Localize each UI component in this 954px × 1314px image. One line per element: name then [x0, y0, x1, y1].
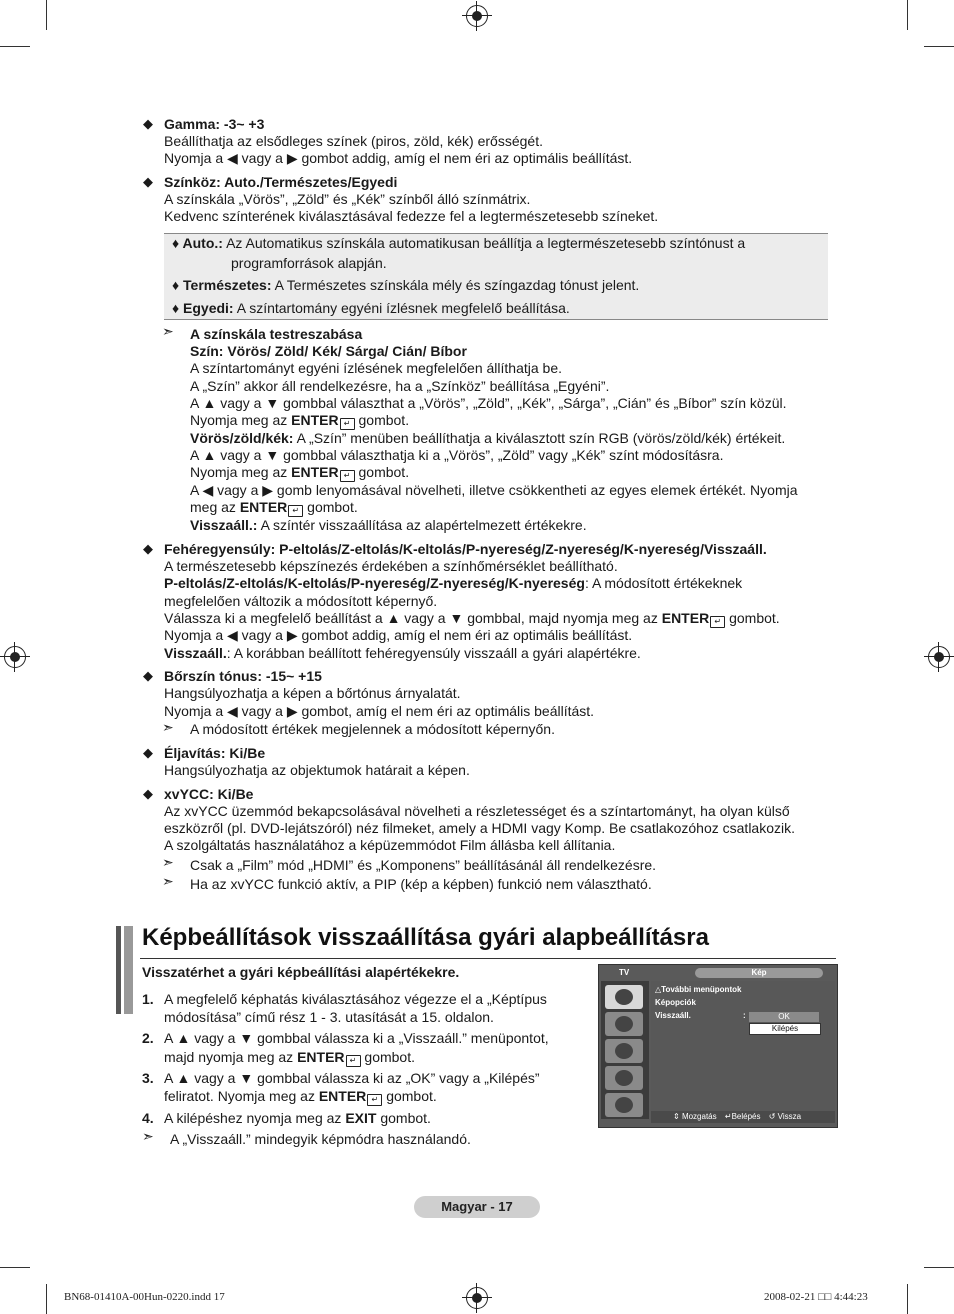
custom-text: A „Szín” akkor áll rendelkezésre, ha a „Színköz” beállítása „Egyéni”. [190, 378, 610, 394]
print-date: 2008-02-21 □□ 4:44:23 [764, 1291, 868, 1303]
diamond-bullet-icon: ◆ [143, 668, 153, 683]
nav-move: Mozgatás [681, 1112, 717, 1121]
enter-icon: ↵ [288, 505, 303, 517]
note-arrow-icon: ➣ [162, 854, 174, 870]
section-title: Képbeállítások visszaállítása gyári alapbeállításra [142, 924, 709, 951]
menu-item: Képopciók [655, 998, 696, 1007]
channel-icon [605, 1039, 643, 1063]
skin-note: A módosított értékek megjelennek a módosított képernyőn. [190, 721, 555, 737]
edge-heading: Éljavítás: Ki/Be [164, 745, 266, 761]
custom-text: A színtartományt egyéni ízlésének megfelelően állíthatja be. [190, 360, 562, 376]
egyedi-option: ♦ Egyedi: A színtartomány egyéni ízlésnek megfelelő beállítása. [172, 300, 570, 316]
edge-text: Hangsúlyozhatja az objektumok határait a képen. [164, 762, 470, 778]
file-name: BN68-01410A-00Hun-0220.indd 17 [64, 1291, 225, 1303]
section-bar [116, 926, 121, 1014]
step-number: 1. [142, 991, 154, 1007]
custom-text: A ▲ vagy a ▼ gombbal választhat a „Vörös”, „Zöld”, „Kék”, „Sárga”, „Cián” és „Bíbor” szín közül. [190, 395, 787, 411]
white-text: megfelelően változik a módosított képernyő. [164, 593, 438, 609]
szinkoz-text: A színskála „Vörös”, „Zöld” és „Kék” színből álló színmátrix. [164, 191, 531, 207]
custom-subheading: Szín: Vörös/ Zöld/ Kék/ Sárga/ Cián/ Bíbor [190, 343, 467, 359]
registration-mark-icon [466, 1287, 488, 1309]
section-bar [124, 926, 133, 1014]
tv-menu-screenshot [598, 964, 838, 1128]
termeszetes-option: ♦ Természetes: A Természetes színskála mély és színgazdag tónust jelent. [172, 277, 640, 293]
input-icon [605, 1093, 643, 1117]
registration-mark-icon [466, 5, 488, 27]
step-text: A ▲ vagy a ▼ gombbal válassza ki a „Visszaáll.” menüpontot, [164, 1030, 549, 1046]
reset-intro: Visszatérhet a gyári képbeállítási alapértékekre. [142, 964, 460, 980]
custom-heading: A színskála testreszabása [190, 326, 363, 342]
diamond-bullet-icon: ◆ [143, 541, 153, 556]
xvycc-text: eszközről (pl. DVD-lejátszóról) néz filmeket, amely a HDMI vagy Komp. Be csatlakozóhoz csatlakozik. [164, 820, 795, 836]
menu-footer [651, 1111, 835, 1123]
custom-text: Vörös/zöld/kék: A „Szín” menüben beállíthatja a kiválasztott szín RGB (vörös/zöld/kék) értékeit. [190, 430, 786, 446]
tv-label: TV [619, 968, 630, 977]
menu-colon: : [743, 1011, 746, 1020]
step-number: 3. [142, 1070, 154, 1086]
step-number: 2. [142, 1030, 154, 1046]
reset-note: A „Visszaáll.” mindegyik képmódra használandó. [170, 1131, 471, 1147]
white-text: Válassza ki a megfelelő beállítást a ▲ vagy a ▼ gombbal, majd nyomja meg az ENTER ↵ gombot. [164, 610, 780, 626]
step-text: módosítása” című rész 1 - 3. utasítását a 15. oldalon. [164, 1009, 494, 1025]
xvycc-note: Csak a „Film” mód „HDMI” és „Komponens” beállításánál áll rendelkezésre. [190, 857, 657, 873]
menu-item: Visszaáll. [655, 1011, 691, 1020]
enter-icon: ↵ [340, 418, 355, 430]
menu-item: △További menüpontok [655, 985, 742, 994]
note-arrow-icon: ➣ [162, 719, 174, 735]
exit-option: Kilépés [749, 1023, 821, 1035]
step-text: majd nyomja meg az ENTER ↵ gombot. [164, 1049, 415, 1065]
custom-text: Visszaáll.: A színtér visszaállítása az alapértelmezett értékekre. [190, 517, 587, 533]
return-icon: ↺ [768, 1112, 776, 1121]
auto-option: ♦ Auto.: Az Automatikus színskála automatikusan beállítja a legtermészetesebb színtónust a [172, 235, 746, 251]
nav-enter: Belépés [731, 1112, 761, 1121]
step-text: A ▲ vagy a ▼ gombbal válassza ki az „OK” vagy a „Kilépés” [164, 1070, 540, 1086]
white-text: Visszaáll.: A korábban beállított fehéregyensúly visszaáll a gyári alapértékre. [164, 645, 641, 661]
diamond-bullet-icon: ◆ [143, 116, 153, 131]
page-number: Magyar - 17 [414, 1196, 540, 1218]
crop-mark [924, 1267, 954, 1268]
white-text: A természetesebb képszínezés érdekében a színhőmérséklet beállítható. [164, 558, 618, 574]
step-text: feliratot. Nyomja meg az ENTER ↵ gombot. [164, 1088, 437, 1104]
xvycc-text: Az xvYCC üzemmód bekapcsolásával növelheti a részletességet és a színtartományt, ha olyan külső [164, 803, 790, 819]
crop-mark [907, 0, 908, 30]
skin-heading: Bőrszín tónus: -15~ +15 [164, 668, 322, 684]
skin-text: Nyomja a ◀ vagy a ▶ gombot, amíg el nem éri az optimális beállítást. [164, 703, 595, 719]
picture-icon [605, 985, 643, 1009]
enter-icon: ↵ [710, 616, 725, 628]
white-text: Nyomja a ◀ vagy a ▶ gombot addig, amíg el nem éri az optimális beállítást. [164, 627, 633, 643]
crop-mark [0, 46, 30, 47]
custom-text: Nyomja meg az ENTER ↵ gombot. [190, 412, 410, 428]
step-number: 4. [142, 1110, 154, 1126]
move-icon: ⇕ [673, 1112, 680, 1121]
crop-mark [0, 1267, 30, 1268]
szinkoz-heading: Színköz: Auto./Természetes/Egyedi [164, 174, 398, 190]
enter-icon: ↵ [367, 1094, 382, 1106]
xvycc-text: A szolgáltatás használatához a képüzemmódot Film állásba kell állítania. [164, 837, 616, 853]
note-arrow-icon: ➣ [142, 1128, 154, 1144]
crop-mark [907, 1284, 908, 1314]
step-text: A kilépéshez nyomja meg az EXIT gombot. [164, 1110, 431, 1126]
registration-mark-icon [928, 646, 950, 668]
gamma-text: Nyomja a ◀ vagy a ▶ gombot addig, amíg el nem éri az optimális beállítást. [164, 150, 633, 166]
note-arrow-icon: ➣ [162, 873, 174, 889]
skin-text: Hangsúlyozhatja a képen a bőrtónus árnyalatát. [164, 685, 461, 701]
enter-icon: ↵ [724, 1112, 732, 1121]
custom-text: Nyomja meg az ENTER ↵ gombot. [190, 464, 410, 480]
title-rule [140, 958, 836, 959]
ok-option: OK [749, 1012, 819, 1022]
crop-mark [924, 46, 954, 47]
xvycc-note: Ha az xvYCC funkció aktív, a PIP (kép a képben) funkció nem választható. [190, 876, 652, 892]
gamma-text: Beállíthatja az elsődleges színek (piros, zöld, kék) erősségét. [164, 133, 543, 149]
nav-return: Vissza [777, 1112, 802, 1121]
step-text: A megfelelő képhatás kiválasztásához végezze el a „Képtípus [164, 991, 547, 1007]
white-text: P-eltolás/Z-eltolás/K-eltolás/P-nyereség/Z-nyereség/K-nyereség: A módosított értékeknek [164, 575, 743, 591]
menu-sidebar [601, 981, 649, 1119]
diamond-bullet-icon: ◆ [143, 786, 153, 801]
diamond-bullet-icon: ◆ [143, 174, 153, 189]
registration-mark-icon [4, 646, 26, 668]
diamond-bullet-icon: ◆ [143, 745, 153, 760]
white-heading: Fehéregyensúly: P-eltolás/Z-eltolás/K-eltolás/P-nyereség/Z-nyereség/K-nyereség/Visszaáll. [164, 541, 767, 557]
crop-mark [46, 1284, 47, 1314]
enter-icon: ↵ [340, 470, 355, 482]
setup-icon [605, 1066, 643, 1090]
gamma-heading: Gamma: -3~ +3 [164, 116, 265, 132]
note-arrow-icon: ➣ [162, 323, 174, 339]
szinkoz-text: Kedvenc színterének kiválasztásával fedezze fel a legtermészetesebb színeket. [164, 208, 659, 224]
menu-header: Kép [695, 968, 823, 978]
crop-mark [46, 0, 47, 30]
custom-text: A ▲ vagy a ▼ gombbal választhatja ki a „Vörös”, „Zöld” vagy „Kék” színt módosításra. [190, 447, 724, 463]
auto-option-cont: programforrások alapján. [231, 255, 387, 271]
enter-icon: ↵ [346, 1055, 361, 1067]
xvycc-heading: xvYCC: Ki/Be [164, 786, 254, 802]
custom-text: meg az ENTER ↵ gombot. [190, 499, 358, 515]
sound-icon [605, 1012, 643, 1036]
custom-text: A ◀ vagy a ▶ gomb lenyomásával növelheti, illetve csökkentheti az egyes elemek értékét. Nyomja [190, 482, 798, 498]
